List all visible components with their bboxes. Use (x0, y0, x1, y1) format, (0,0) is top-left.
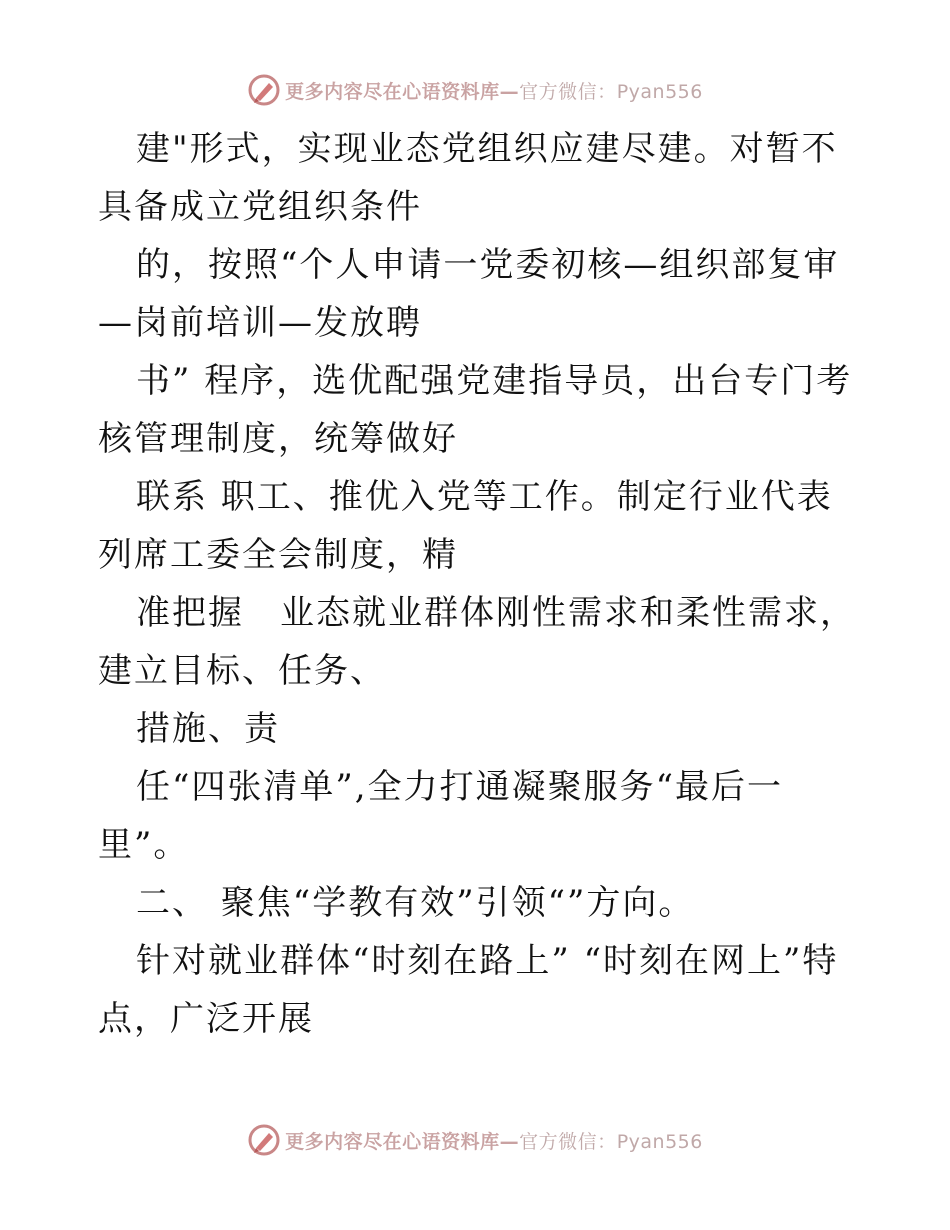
paragraph: 措施、责 (136, 709, 280, 749)
paragraph: 书” 程序，选优配强党建指导员，出台专门考核管理制度，统筹做好 (98, 361, 853, 459)
watermark-text: 更多内容尽在心语资料库—官方微信：Pyan556 (285, 1130, 703, 1153)
paragraph: 建"形式，实现业态党组织应建尽建。对暂不具备成立党组织条件 (98, 129, 838, 227)
paragraph: 联系 职工、推优入党等工作。制定行业代表列席工委全会制度，精 (98, 477, 833, 575)
document-body (98, 120, 858, 1048)
paragraph: 准把握 业态就业群体刚性需求和柔性需求，建立目标、任务、 (98, 593, 856, 691)
pen-logo-icon (247, 1123, 281, 1157)
header-watermark-banner (0, 70, 950, 110)
paragraph: 针对就业群体“时刻在路上” “时刻在网上”特点，广泛开展 (98, 941, 839, 1039)
pen-logo-icon (247, 73, 281, 107)
section-heading: 二、 聚焦“学教有效”引领“”方向。 (136, 883, 695, 923)
paragraph: 任“四张清单”,全力打通凝聚服务“最后一里”。 (98, 767, 783, 865)
paragraph: 的，按照“个人申请一党委初核—组织部复审—岗前培训—发放聘 (98, 245, 840, 343)
footer-watermark-banner (0, 1120, 950, 1160)
watermark-text: 更多内容尽在心语资料库—官方微信：Pyan556 (285, 80, 703, 103)
